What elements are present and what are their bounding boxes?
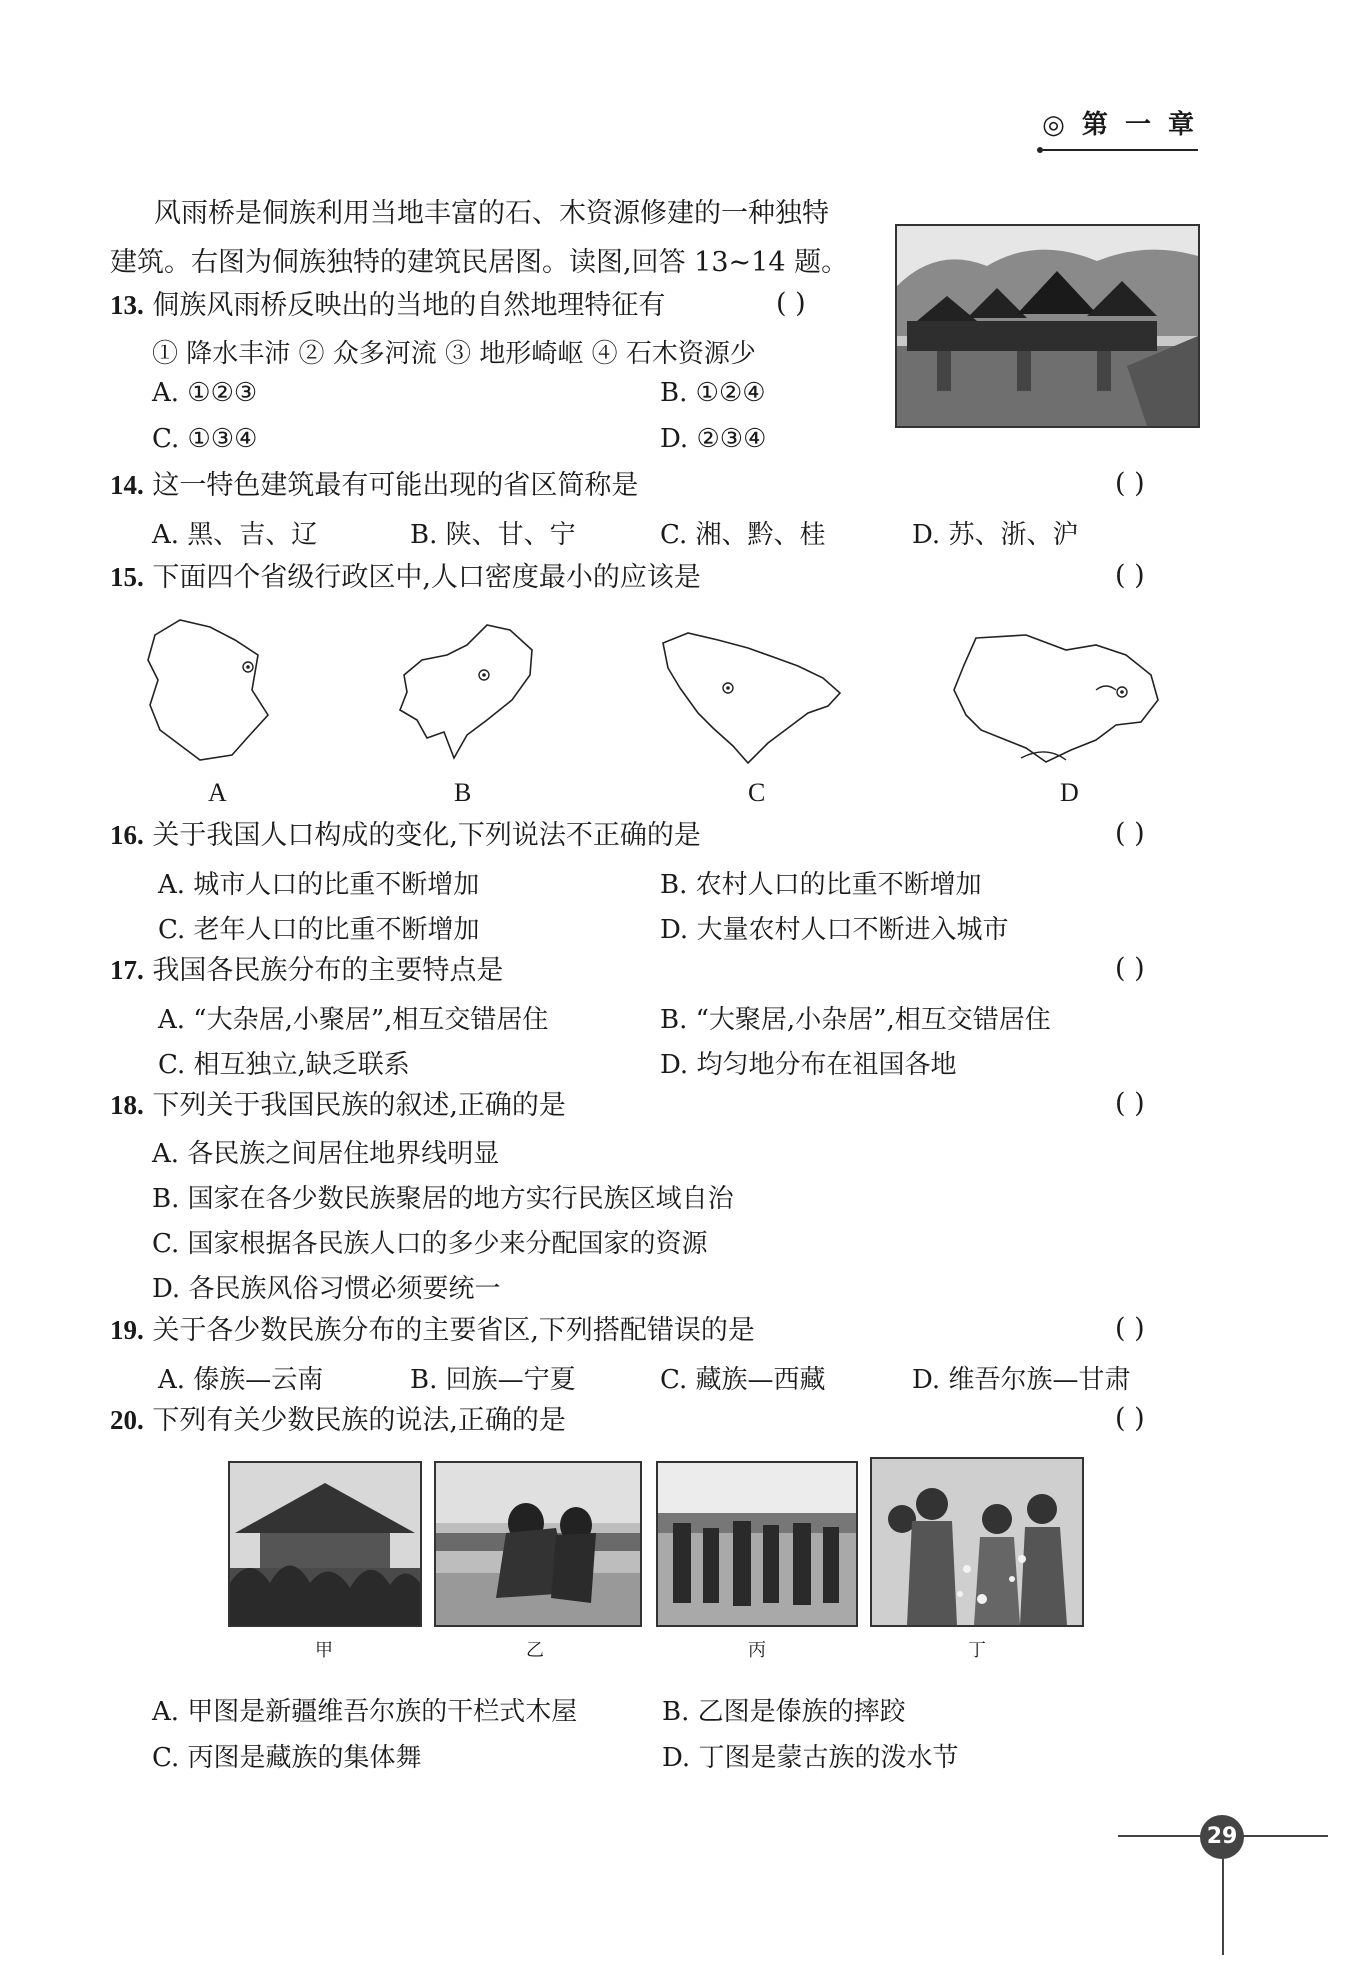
q17-answer-blank[interactable]: ( ) <box>1115 953 1145 984</box>
q15-stem: 下面四个省级行政区中,人口密度最小的应该是 <box>152 562 701 593</box>
province-map-d[interactable] <box>946 630 1166 770</box>
page-number: 29 <box>1200 1815 1244 1859</box>
q16-option-a[interactable]: A. 城市人口的比重不断增加 <box>158 870 480 900</box>
q18-answer-blank[interactable]: ( ) <box>1115 1088 1145 1119</box>
chapter-heading: ◎ 第 一 章 <box>1042 110 1198 140</box>
caption-ding: 丁 <box>968 1640 986 1661</box>
q19-option-c[interactable]: C. 藏族—西藏 <box>660 1365 826 1395</box>
q20-option-d[interactable]: D. 丁图是蒙古族的泼水节 <box>662 1743 959 1773</box>
q20-option-a[interactable]: A. 甲图是新疆维吾尔族的干栏式木屋 <box>152 1697 578 1727</box>
q18-stem: 下列关于我国民族的叙述,正确的是 <box>152 1090 566 1121</box>
q18-number: 18. <box>110 1090 144 1120</box>
q19-option-b[interactable]: B. 回族—宁夏 <box>410 1365 576 1395</box>
map-label-a: A <box>208 778 227 807</box>
q16-answer-blank[interactable]: ( ) <box>1115 818 1145 849</box>
caption-jia: 甲 <box>315 1640 333 1661</box>
q16-option-b[interactable]: B. 农村人口的比重不断增加 <box>660 870 982 900</box>
q18-option-a[interactable]: A. 各民族之间居住地界线明显 <box>152 1139 500 1169</box>
caption-yi: 乙 <box>526 1640 544 1661</box>
intro-line-1: 风雨桥是侗族利用当地丰富的石、木资源修建的一种独特 <box>154 198 829 229</box>
photo-yi-wrestling <box>434 1461 642 1627</box>
q17-option-a[interactable]: A. “大杂居,小聚居”,相互交错居住 <box>158 1005 549 1035</box>
q18-option-d[interactable]: D. 各民族风俗习惯必须要统一 <box>152 1274 501 1304</box>
q16-stem: 关于我国人口构成的变化,下列说法不正确的是 <box>152 820 701 851</box>
caption-bing: 丙 <box>748 1640 766 1661</box>
province-map-c[interactable] <box>658 628 843 768</box>
chapter-underline <box>1043 149 1198 151</box>
wind-rain-bridge-photo <box>895 224 1200 428</box>
q14-option-c[interactable]: C. 湘、黔、桂 <box>660 520 826 550</box>
q16-option-c[interactable]: C. 老年人口的比重不断增加 <box>158 915 480 945</box>
q20-option-c[interactable]: C. 丙图是藏族的集体舞 <box>152 1743 422 1773</box>
q14-option-a[interactable]: A. 黑、吉、辽 <box>152 520 318 550</box>
photo-ding-water-festival <box>870 1457 1084 1627</box>
q13-option-b[interactable]: B. ①②④ <box>660 378 766 408</box>
q15-number: 15. <box>110 562 144 592</box>
q20-number: 20. <box>110 1405 144 1435</box>
q19-option-a[interactable]: A. 傣族—云南 <box>158 1365 324 1395</box>
q14-option-d[interactable]: D. 苏、浙、沪 <box>912 520 1079 550</box>
q19-answer-blank[interactable]: ( ) <box>1115 1313 1145 1344</box>
q14-stem: 这一特色建筑最有可能出现的省区简称是 <box>152 470 639 501</box>
q17-number: 17. <box>110 955 144 985</box>
q17-option-d[interactable]: D. 均匀地分布在祖国各地 <box>660 1050 957 1080</box>
q14-option-b[interactable]: B. 陕、甘、宁 <box>410 520 576 550</box>
province-map-b[interactable] <box>392 620 542 760</box>
q15-answer-blank[interactable]: ( ) <box>1115 560 1145 591</box>
q20-answer-blank[interactable]: ( ) <box>1115 1403 1145 1434</box>
map-label-c: C <box>748 778 766 807</box>
photo-jia-stilt-house <box>228 1461 422 1627</box>
q14-answer-blank[interactable]: ( ) <box>1115 468 1145 499</box>
q17-option-b[interactable]: B. “大聚居,小杂居”,相互交错居住 <box>660 1005 1051 1035</box>
q14-number: 14. <box>110 470 144 500</box>
q13-option-d[interactable]: D. ②③④ <box>660 424 767 454</box>
q18-option-b[interactable]: B. 国家在各少数民族聚居的地方实行民族区域自治 <box>152 1184 734 1214</box>
q13-number: 13. <box>110 290 144 320</box>
q19-number: 19. <box>110 1315 144 1345</box>
q17-stem: 我国各民族分布的主要特点是 <box>152 955 504 986</box>
q20-stem: 下列有关少数民族的说法,正确的是 <box>152 1405 566 1436</box>
map-label-b: B <box>454 778 472 807</box>
q16-number: 16. <box>110 820 144 850</box>
q13-stem: 侗族风雨桥反映出的当地的自然地理特征有 <box>152 290 666 321</box>
q17-option-c[interactable]: C. 相互独立,缺乏联系 <box>158 1050 410 1080</box>
q13-statements: ① 降水丰沛 ② 众多河流 ③ 地形崎岖 ④ 石木资源少 <box>152 339 756 369</box>
photo-bing-group-dance <box>656 1461 858 1627</box>
q13-option-a[interactable]: A. ①②③ <box>152 378 258 408</box>
q13-answer-blank[interactable]: ( ) <box>776 288 806 319</box>
map-label-d: D <box>1060 778 1079 807</box>
province-map-a[interactable] <box>140 615 280 765</box>
q13-option-c[interactable]: C. ①③④ <box>152 424 258 454</box>
intro-line-2: 建筑。右图为侗族独特的建筑民居图。读图,回答 13~14 题。 <box>110 247 849 278</box>
q20-option-b[interactable]: B. 乙图是傣族的摔跤 <box>662 1697 906 1727</box>
q16-option-d[interactable]: D. 大量农村人口不断进入城市 <box>660 915 1009 945</box>
q19-option-d[interactable]: D. 维吾尔族—甘肃 <box>912 1365 1131 1395</box>
q19-stem: 关于各少数民族分布的主要省区,下列搭配错误的是 <box>152 1315 755 1346</box>
q18-option-c[interactable]: C. 国家根据各民族人口的多少来分配国家的资源 <box>152 1229 708 1259</box>
